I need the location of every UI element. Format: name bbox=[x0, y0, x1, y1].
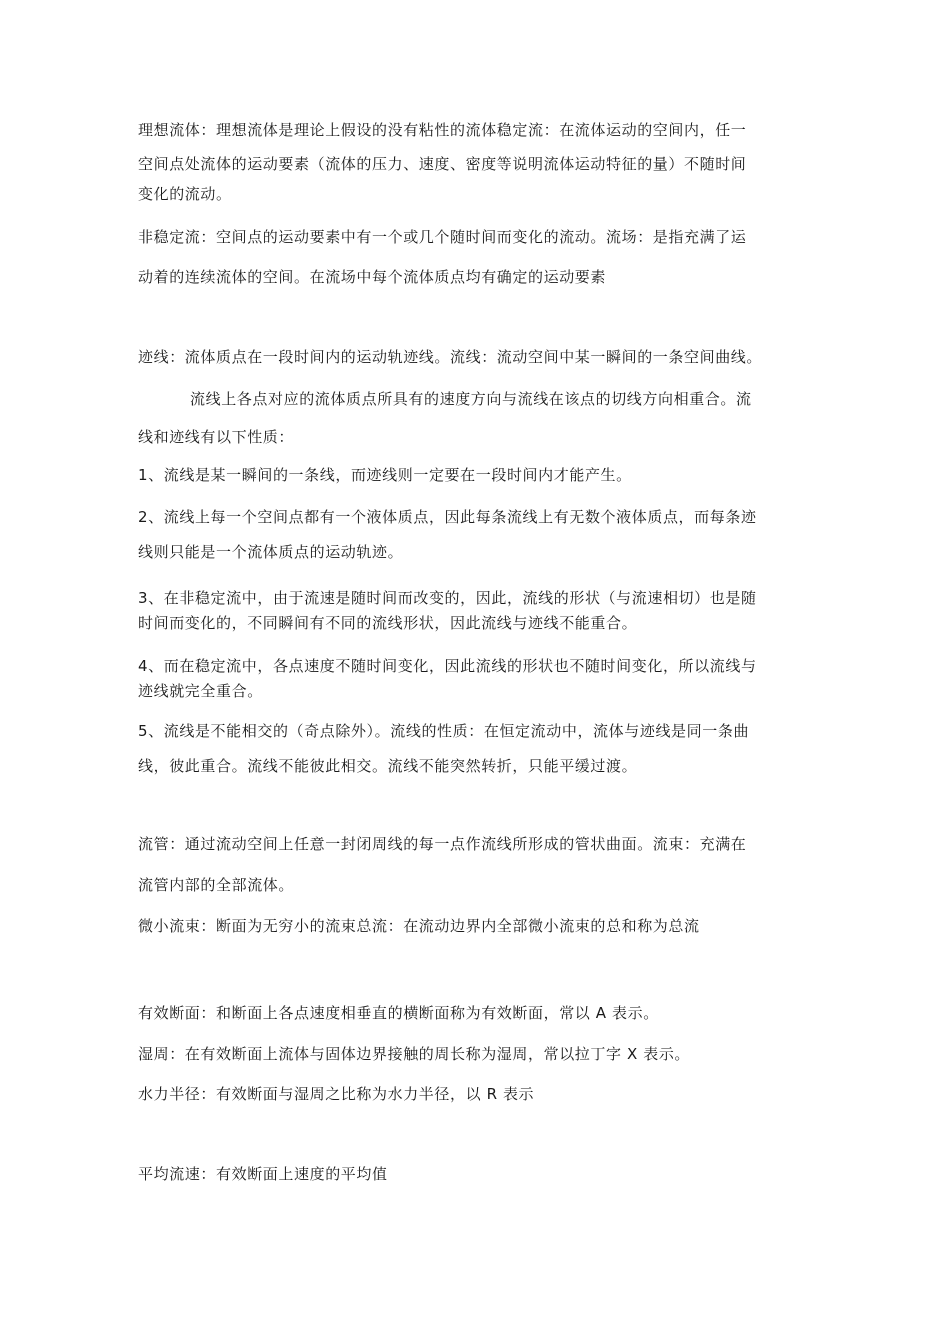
text-line: 平均流速：有效断面上速度的平均值 bbox=[138, 1165, 388, 1183]
text-line: 2、流线上每一个空间点都有一个液体质点，因此每条流线上有无数个液体质点，而每条迹 bbox=[138, 508, 757, 526]
text-line: 流线上各点对应的流体质点所具有的速度方向与流线在该点的切线方向相重合。流 bbox=[190, 390, 752, 408]
text-line: 3、在非稳定流中，由于流速是随时间而改变的，因此，流线的形状（与流速相切）也是随 bbox=[138, 589, 757, 607]
text-line: 有效断面：和断面上各点速度相垂直的横断面称为有效断面，常以 A 表示。 bbox=[138, 1004, 659, 1022]
text-line: 线和迹线有以下性质： bbox=[138, 428, 295, 446]
text-line: 微小流束：断面为无穷小的流束总流：在流动边界内全部微小流束的总和称为总流 bbox=[138, 917, 700, 935]
text-line: 迹线就完全重合。 bbox=[138, 682, 263, 700]
text-line: 5、流线是不能相交的（奇点除外）。流线的性质：在恒定流动中，流体与迹线是同一条曲 bbox=[138, 722, 750, 740]
text-line: 4、而在稳定流中，各点速度不随时间变化，因此流线的形状也不随时间变化，所以流线与 bbox=[138, 657, 757, 675]
text-line: 湿周：在有效断面上流体与固体边界接触的周长称为湿周，常以拉丁字 X 表示。 bbox=[138, 1045, 691, 1063]
text-line: 动着的连续流体的空间。在流场中每个流体质点均有确定的运动要素 bbox=[138, 268, 607, 286]
text-line: 时间而变化的，不同瞬间有不同的流线形状，因此流线与迹线不能重合。 bbox=[138, 614, 638, 632]
text-line: 线，彼此重合。流线不能彼此相交。流线不能突然转折，只能平缓过渡。 bbox=[138, 757, 638, 775]
text-line: 流管：通过流动空间上任意一封闭周线的每一点作流线所形成的管状曲面。流束：充满在 bbox=[138, 835, 747, 853]
text-line: 水力半径：有效断面与湿周之比称为水力半径，以 R 表示 bbox=[138, 1085, 535, 1103]
text-line: 变化的流动。 bbox=[138, 185, 232, 203]
text-line: 流管内部的全部流体。 bbox=[138, 876, 295, 894]
text-line: 1、流线是某一瞬间的一条线，而迹线则一定要在一段时间内才能产生。 bbox=[138, 466, 632, 484]
text-line: 理想流体：理想流体是理论上假设的没有粘性的流体稳定流：在流体运动的空间内，任一 bbox=[138, 121, 747, 139]
text-line: 空间点处流体的运动要素（流体的压力、速度、密度等说明流体运动特征的量）不随时间 bbox=[138, 155, 747, 173]
text-line: 线则只能是一个流体质点的运动轨迹。 bbox=[138, 543, 404, 561]
text-line: 迹线：流体质点在一段时间内的运动轨迹线。流线：流动空间中某一瞬间的一条空间曲线。 bbox=[138, 348, 763, 366]
text-line: 非稳定流：空间点的运动要素中有一个或几个随时间而变化的流动。流场：是指充满了运 bbox=[138, 228, 747, 246]
